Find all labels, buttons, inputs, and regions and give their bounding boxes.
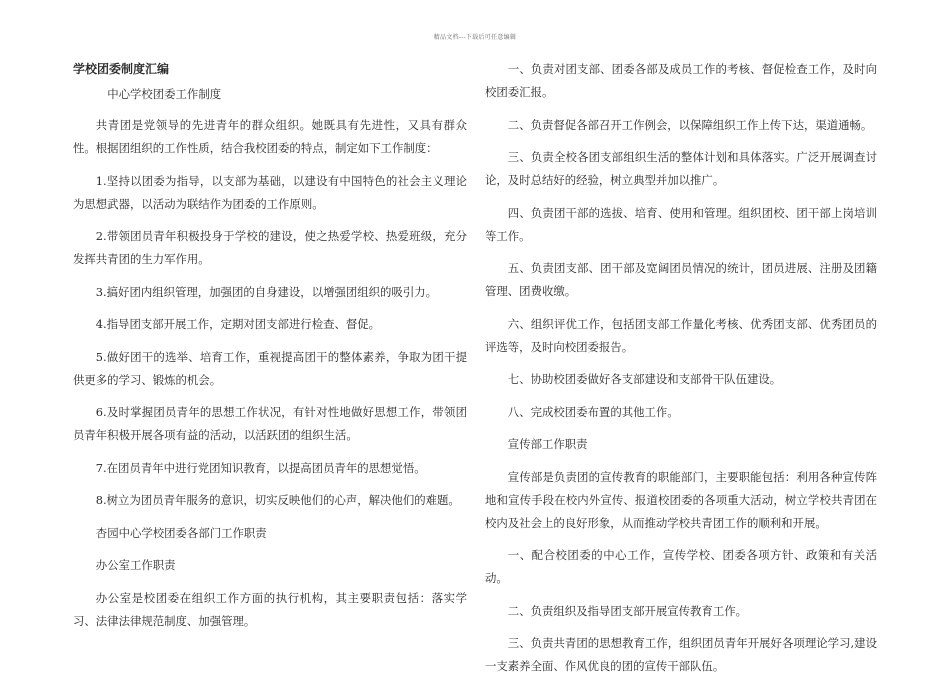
list-item: 三、负责共青团的思想教育工作，组织团员青年开展好各项理论学习,建设一支素养全面、作风优良的团的宣传干部队伍。 bbox=[485, 636, 877, 673]
right-column bbox=[485, 58, 877, 688]
list-item: 二、负责组织及指导团支部开展宣传教育工作。 bbox=[507, 603, 748, 618]
list-item: 三、负责全校各团支部组织生活的整体计划和具体落实。广泛开展调查讨论，及时总结好的经验，树立典型并加以推广。 bbox=[485, 150, 877, 187]
list-item: 二、负责督促各部召开工作例会，以保障组织工作上传下达，渠道通畅。 bbox=[507, 117, 873, 132]
paragraph: 共青团是党领导的先进青年的群众组织。她既具有先进性，又具有群众性。根据团组织的工作性质，结合我校团委的特点，制定如下工作制度： bbox=[73, 118, 467, 155]
propaganda-heading: 宣传部工作职责 bbox=[507, 437, 588, 451]
paragraph: 5.做好团干的选举、培育工作，重视提高团干的整体素养，争取为团干提供更多的学习、锻炼的机会。 bbox=[73, 349, 467, 387]
list-item: 八、完成校团委布置的其他工作。 bbox=[507, 404, 679, 419]
list-item: 六、组织评优工作，包括团支部工作量化考核、优秀团支部、优秀团员的评选等，及时向校团委报告。 bbox=[485, 316, 877, 354]
paragraph: 8.树立为团员青年服务的意识，切实反映他们的心声，解决他们的难题。 bbox=[95, 493, 460, 507]
page-header: 精品文档---下载后可任意编辑 bbox=[433, 34, 517, 41]
left-column bbox=[73, 58, 467, 642]
paragraph: 宣传部是负责团的宣传教育的职能部门，主要职能包括：利用各种宣传阵地和宣传手段在校内外宣传、报道校团委的各项重大活动，树立学校共青团在校内及社会上的良好形象，从而推动学校共青团工作的顺利和开展。 bbox=[485, 469, 877, 530]
paragraph: 1.坚持以团委为指导，以支部为基础，以建设有中国特色的社会主义理论为思想武器，以活动为联结作为团委的工作原则。 bbox=[73, 173, 467, 211]
paragraph: 2.带领团员青年积极投身于学校的建设，使之热爱学校、热爱班级，充分发挥共青团的生力军作用。 bbox=[73, 229, 467, 266]
office-heading: 办公室工作职责 bbox=[95, 558, 176, 572]
list-item: 四、负责团干部的选拔、培育、使用和管理。组织团校、团干部上岗培训等工作。 bbox=[485, 205, 877, 243]
document-title: 学校团委制度汇编 bbox=[73, 62, 170, 76]
document-subtitle: 中心学校团委工作制度 bbox=[107, 87, 222, 101]
paragraph: 7.在团员青年中进行党团知识教育，以提高团员青年的思想觉悟。 bbox=[95, 460, 426, 475]
list-item: 七、协助校团委做好各支部建设和支部骨干队伍建设。 bbox=[507, 372, 782, 386]
list-item: 五、负责团支部、团干部及宽阔团员情况的统计，团员进展、注册及团籍管理、团费收缴。 bbox=[485, 261, 877, 298]
section-heading: 杏园中心学校团委各部门工作职责 bbox=[95, 525, 267, 540]
paragraph: 6.及时掌握团员青年的思想工作状况，有针对性地做好思想工作，带领团员青年积极开展各项有益的活动，以活跃团的组织生活。 bbox=[73, 405, 467, 442]
paragraph: 4.指导团支部开展工作，定期对团支部进行检查、督促。 bbox=[95, 317, 381, 331]
list-item: 一、配合校团委的中心工作，宣传学校、团委各项方针、政策和有关活动。 bbox=[485, 548, 877, 585]
paragraph: 3.搞好团内组织管理，加强团的自身建设，以增强团组织的吸引力。 bbox=[95, 284, 437, 299]
paragraph: 办公室是校团委在组织工作方面的执行机构，其主要职责包括：落实学习、法律法律规范制度、加强管理。 bbox=[73, 590, 467, 628]
list-item: 一、负责对团支部、团委各部及成员工作的考核、督促检查工作，及时向校团委汇报。 bbox=[485, 62, 877, 99]
